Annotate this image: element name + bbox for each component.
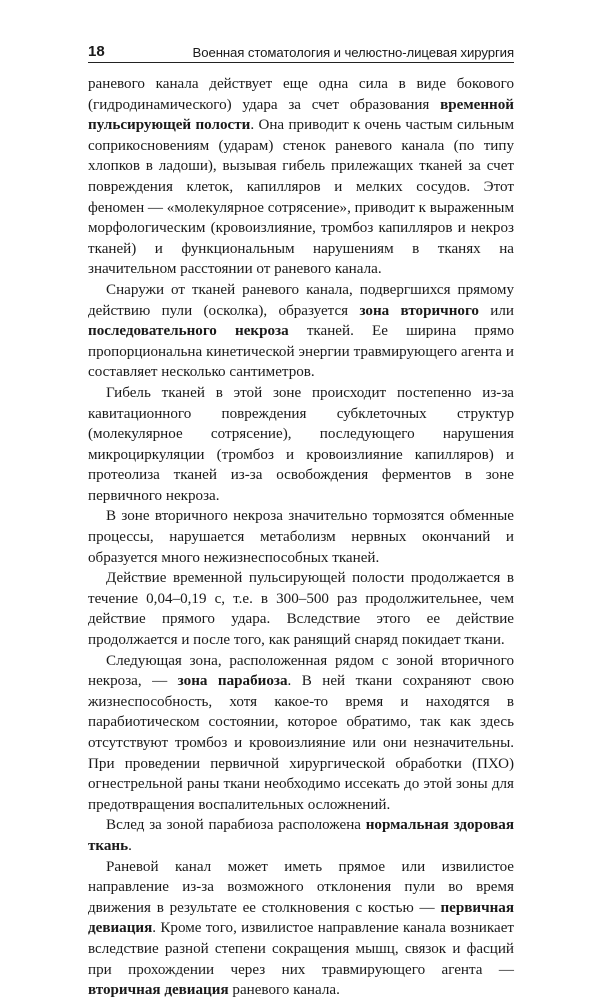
body-text [88,74,514,1001]
text-run: Гибель тканей в этой зоне происходит постепенно из-за кавитационного повреждения субклеточных структур (молекулярное сотрясение), последующего нарушения микроциркуляции (тромбоз и кровоизлияние капилляров) и протеолиза тканей из-за освобождения ферментов в зоне первичного некроза. [88,384,514,504]
running-title: Военная стоматология и челюстно-лицевая хирургия [192,45,514,60]
paragraph [88,280,514,383]
text-run: . [128,837,132,854]
text-run: Раневой канал может иметь прямое или извилистое направление из-за возможного отклонения пули во время движения в результате ее столкновения с костью — [88,858,514,916]
paragraph [88,383,514,507]
paragraph [88,857,514,1001]
bold-term: последовательного некроза [88,323,289,340]
text-run: Действие временной пульсирующей полости продолжается в течение 0,04–0,19 с, т.е. в 300–500 раз продолжительнее, чем действие прямого удара. Вследствие этого ее действие продолжается и после того, как ранящий снаряд покидает ткани. [88,570,514,649]
text-run: . В ней ткани сохраняют свою жизнеспособность, хотя какое-то время и находятся в парабиотическом состоянии, которое обратимо, так как здесь отсутствуют тромбоз и кровоизлияние или они незначительны. При проведении первичной хирургической обработки (ПХО) огнестрельной раны ткани необходимо иссекать до этой зоны для предотвращения воспалительных осложнений. [88,673,514,813]
page-header [88,38,514,63]
text-run: В зоне вторичного некроза значительно тормозятся обменные процессы, нарушается метаболизм нервных окончаний и образуется много нежизнеспособных тканей. [88,508,514,566]
paragraph [88,506,514,568]
text-run: тканей. Ее ширина прямо пропорциональна кинетической энергии травмирующего агента и составляет несколько сантиметров. [88,323,515,381]
bold-term: нормальная здоровая ткань [88,817,514,854]
text-run: . Кроме того, извилистое направление канала возникает вследствие разной степени сокращения мышц, связок и фасций при прохождении через них травмирующего агента — [88,920,514,978]
bold-term: первичная девиация [88,899,514,937]
paragraph [88,568,514,650]
paragraph [88,74,514,280]
text-run: Снаружи от тканей раневого канала, подвергшихся прямому действию пули (осколка), образуется [88,281,514,319]
text-run: раневого канала. [228,982,340,999]
text-run: или [478,302,514,319]
bold-term: зона парабиоза [177,673,288,690]
text-run: раневого канала действует еще одна сила в виде бокового (гидродинамического) удара за счет образования [88,76,514,113]
text-run: Вслед за зоной парабиоза расположена [106,817,366,834]
paragraph [88,651,514,816]
bold-term: вторичная девиация [88,982,229,999]
text-run: Следующая зона, расположенная рядом с зоной вторичного некроза, — [88,652,514,690]
text-run: . Она приводит к очень частым сильным соприкосновениям (ударам) стенок раневого канала (по типу хлопков в ладоши), вызывая гибель прилежащих тканей за счет повреждения клеток, капилляров и мелких сосудов. Этот феномен — «молекулярное сотрясение», приводит к выраженным морфологическим (кровоизлияние, тромбоз капилляров и некроз тканей) и функциональным нарушениям в тканях на значительном расстоянии от раневого канала. [88,117,514,278]
bold-term: зона вторичного [359,302,479,319]
page-number: 18 [88,43,105,60]
bold-term: временной пульсирующей полости [88,96,514,134]
paragraph [88,815,514,856]
